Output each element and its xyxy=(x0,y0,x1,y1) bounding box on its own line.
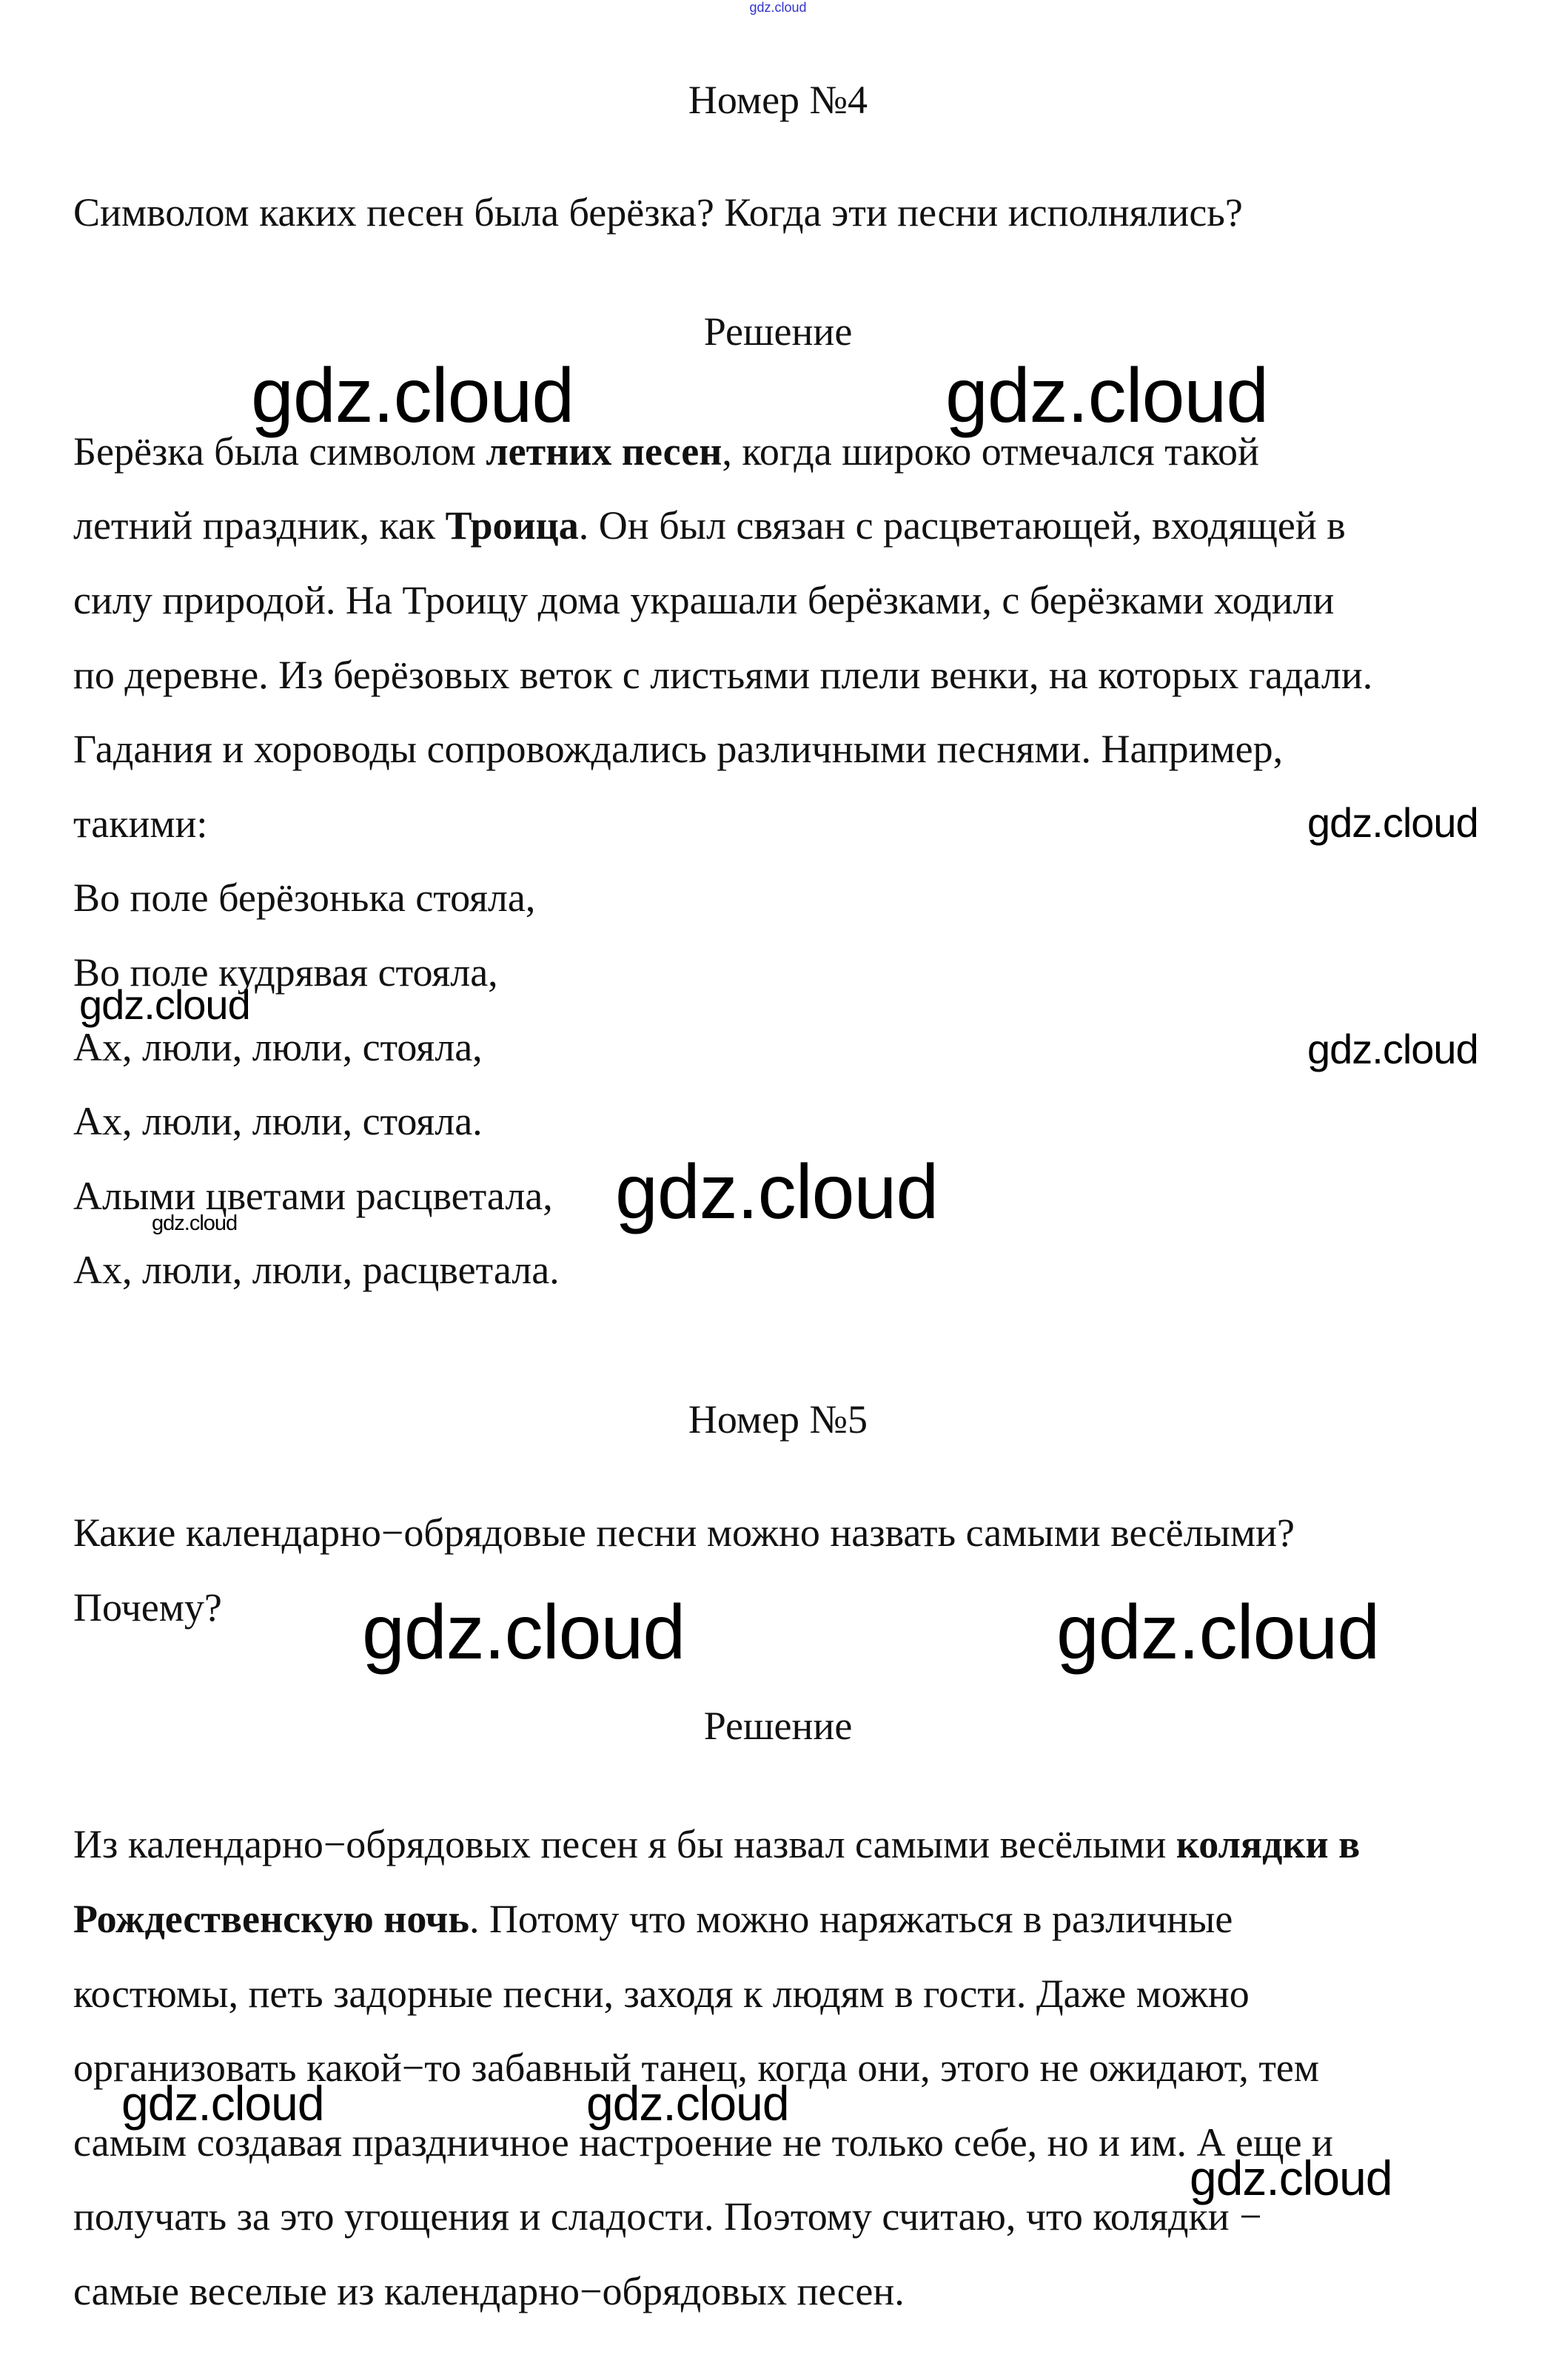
watermark: gdz.cloud xyxy=(362,1589,685,1675)
task-4-answer-line xyxy=(73,1023,483,1071)
watermark: gdz.cloud xyxy=(1307,799,1478,847)
text-segment: Алыми цветами расцветала, xyxy=(73,1174,553,1218)
text-segment: . Потому что можно наряжаться в различные xyxy=(469,1897,1233,1941)
text-segment: силу природой. На Троицу дома украшали берёзками, с берёзками ходили xyxy=(73,578,1335,622)
watermark: gdz.cloud xyxy=(1056,1589,1380,1675)
bold-text: Рождественскую ночь xyxy=(73,1897,469,1941)
task-4-answer-line xyxy=(73,1097,483,1145)
task-4-question-line xyxy=(73,189,1243,236)
task-5-answer-line xyxy=(73,1895,1233,1943)
text-segment: . Он был связан с расцветающей, входящей в xyxy=(578,503,1346,548)
text-segment: Ах, люли, люли, расцветала. xyxy=(73,1248,560,1292)
watermark: gdz.cloud xyxy=(945,352,1269,439)
text-segment: Почему? xyxy=(73,1585,222,1630)
task-5-answer-line xyxy=(73,2193,1262,2240)
task-5-answer-line xyxy=(73,1970,1250,2017)
watermark: gdz.cloud xyxy=(152,1211,238,1236)
text-segment: по деревне. Из берёзовых веток с листьями плели венки, на которых гадали. xyxy=(73,653,1373,697)
watermark: gdz.cloud xyxy=(79,981,250,1029)
text-segment: Ах, люли, люли, стояла. xyxy=(73,1099,483,1143)
bold-text: колядки в xyxy=(1176,1822,1361,1866)
task-5-question-line xyxy=(73,1509,1295,1556)
task-5-question-line xyxy=(73,1584,222,1631)
text-segment: Во поле кудрявая стояла, xyxy=(73,950,498,995)
watermark: gdz.cloud xyxy=(251,352,574,439)
task-4-answer-line xyxy=(73,651,1372,699)
task-4-solution-label: Решение xyxy=(703,309,853,354)
task-5-answer-line xyxy=(73,2268,905,2315)
text-segment: Берёзка была символом xyxy=(73,429,486,474)
task-4-answer-line xyxy=(73,725,1283,773)
text-segment: костюмы, петь задорные песни, заходя к людям в гости. Даже можно xyxy=(73,1971,1250,2016)
text-segment: самые веселые из календарно−обрядовых песен. xyxy=(73,2269,905,2313)
task-4-title: Номер №4 xyxy=(688,78,868,122)
text-segment: Из календарно−обрядовых песен я бы назвал самыми весёлыми xyxy=(73,1822,1176,1866)
text-segment: самым создавая праздничное настроение не только себе, но и им. А еще и xyxy=(73,2120,1333,2165)
text-segment: Во поле берёзонька стояла, xyxy=(73,875,536,920)
bold-text: Троица xyxy=(445,503,579,548)
text-segment: Гадания и хороводы сопровождались различными песнями. Например, xyxy=(73,727,1284,771)
task-5-title: Номер №5 xyxy=(688,1397,868,1442)
task-4-answer-line xyxy=(73,502,1346,549)
task-4-answer-line xyxy=(73,1172,553,1220)
text-segment: , когда широко отмечался такой xyxy=(722,429,1259,474)
task-5-answer-line xyxy=(73,1821,1360,1868)
text-segment: организовать какой−то забавный танец, когда они, этого не ожидают, тем xyxy=(73,2045,1320,2090)
text-segment: летний праздник, как xyxy=(73,503,446,548)
text-segment: получать за это угощения и сладости. Поэтому считаю, что колядки − xyxy=(73,2194,1262,2239)
text-segment: Ах, люли, люли, стояла, xyxy=(73,1025,483,1069)
task-4-answer-line xyxy=(73,576,1334,624)
task-4-answer-line xyxy=(73,800,207,847)
watermark: gdz.cloud xyxy=(615,1149,939,1235)
bold-text: летних песен xyxy=(486,429,722,474)
top-watermark-link[interactable]: gdz.cloud xyxy=(749,0,807,15)
watermark: gdz.cloud xyxy=(586,2075,789,2131)
text-segment: Какие календарно−обрядовые песни можно назвать самыми весёлыми? xyxy=(73,1510,1295,1555)
text-segment: Символом каких песен была берёзка? Когда эти песни исполнялись? xyxy=(73,190,1243,235)
task-4-answer-line xyxy=(73,1246,560,1294)
task-5-solution-label: Решение xyxy=(703,1704,853,1748)
watermark: gdz.cloud xyxy=(1190,2150,1392,2205)
watermark: gdz.cloud xyxy=(1307,1026,1478,1073)
text-segment: такими: xyxy=(73,801,208,846)
watermark: gdz.cloud xyxy=(121,2075,324,2131)
task-4-answer-line xyxy=(73,874,535,921)
